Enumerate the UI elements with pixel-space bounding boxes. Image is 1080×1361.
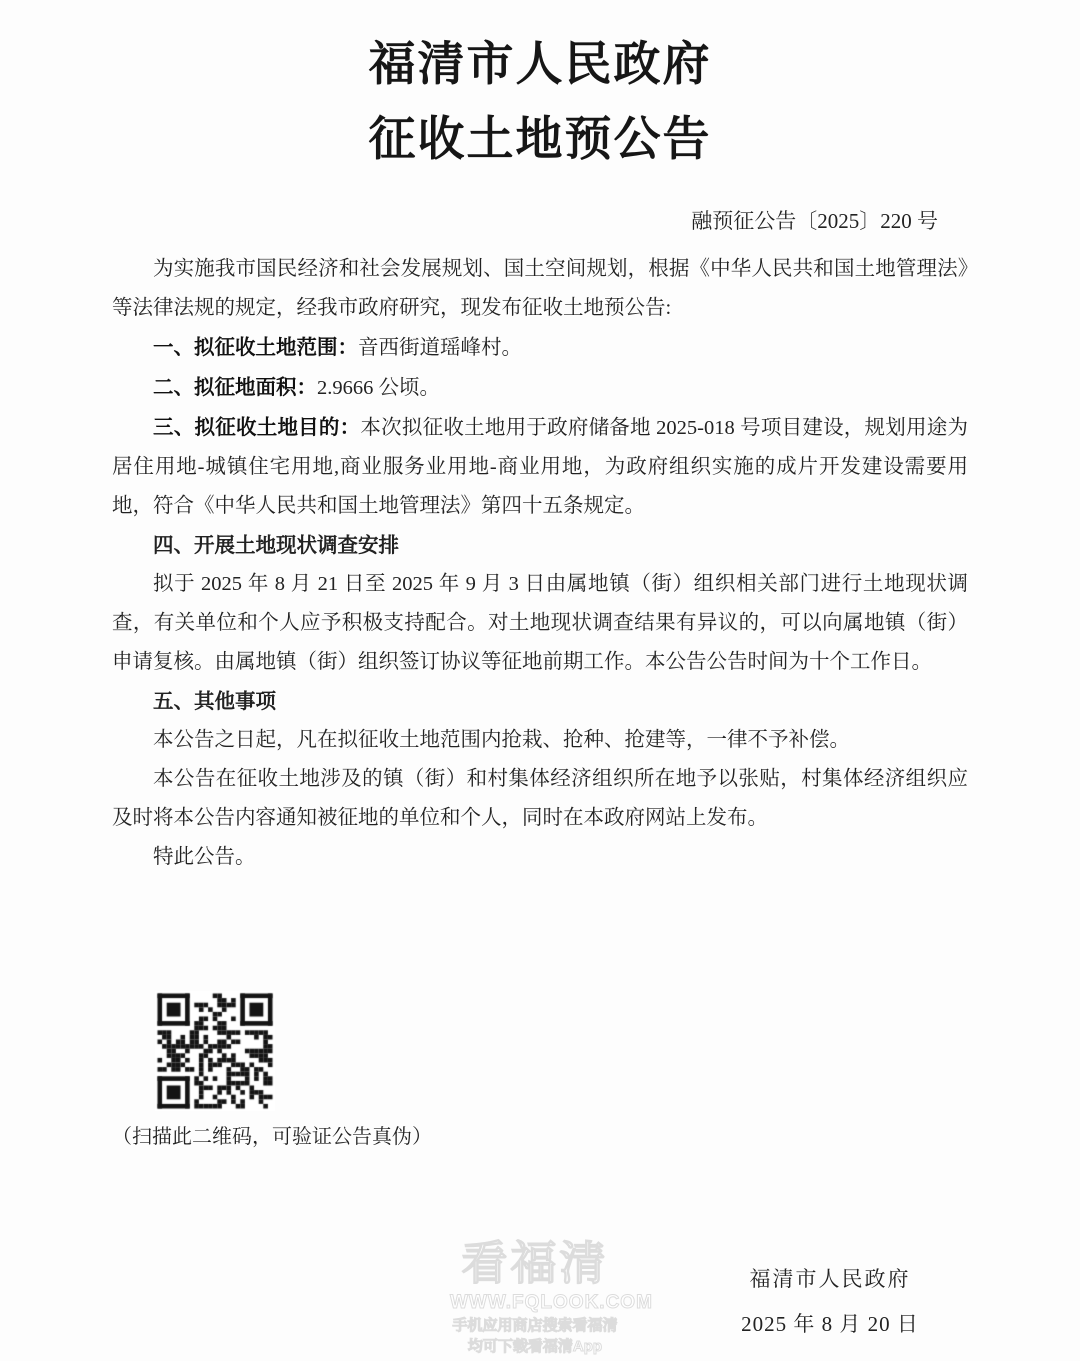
document-number: 融预征公告〔2025〕220 号	[691, 209, 938, 233]
section-2-label: 二、拟征地面积：	[153, 376, 317, 399]
watermark-line-2: 均可下载看福清App	[467, 1338, 603, 1355]
intro-paragraph: 为实施我市国民经济和社会发展规划、国土空间规划，根据《中华人民共和国土地管理法》等法律法规的规定，经我市政府研究，现发布征收土地预公告:	[112, 258, 968, 319]
section-3-label: 三、拟征收土地目的：	[153, 416, 361, 439]
signature-block	[735, 1266, 925, 1337]
qr-code-image	[155, 991, 275, 1111]
section-5-paragraph-2: 本公告在征收土地涉及的镇（街）和村集体经济组织所在地予以张贴，村集体经济组织应及时将本公告内容通知被征地的单位和个人，同时在本政府网站上发布。	[112, 768, 968, 829]
watermark-line-1: 手机应用商店搜索看福清	[452, 1317, 618, 1334]
signature-date: 2025 年 8 月 20 日	[741, 1312, 919, 1336]
section-4-heading: 四、开展土地现状调查安排	[153, 534, 399, 557]
section-1	[112, 328, 968, 368]
section-5-paragraph-1: 本公告之日起，凡在拟征收土地范围内抢栽、抢种、抢建等，一律不予补偿。	[153, 729, 850, 751]
title-line-2: 征收土地预公告	[368, 114, 712, 166]
qr-code	[155, 991, 275, 1111]
announcement-body	[112, 250, 968, 877]
section-3	[112, 408, 968, 526]
site-watermark	[450, 1237, 653, 1355]
closing-statement: 特此公告。	[153, 846, 256, 868]
section-4-text: 拟于 2025 年 8 月 21 日至 2025 年 9 月 3 日由属地镇（街）组织相关部门进行土地现状调查，有关单位和个人应予积极支持配合。对土地现状调查结果有异议的，可以向属地镇（街）申请复核。由属地镇（街）组织签订协议等征地前期工作。本公告公告时间为十个工作日。	[112, 573, 968, 673]
section-2	[112, 368, 968, 408]
page-title	[112, 0, 968, 178]
section-1-label: 一、拟征收土地范围：	[153, 336, 358, 359]
qr-caption: （扫描此二维码，可验证公告真伪）	[112, 1126, 432, 1148]
section-1-text: 音西街道瑶峰村。	[358, 337, 522, 359]
section-3-text: 本次拟征收土地用于政府储备地 2025-018 号项目建设，规划用途为居住用地-城镇住宅用地,商业服务业用地-商业用地，为政府组织实施的成片开发建设需要用地，符合《中华人民共和国土地管理法》第四十五条规定。	[112, 417, 969, 517]
watermark-brand: 看福清	[461, 1237, 609, 1289]
signature-issuer: 福清市人民政府	[749, 1267, 911, 1291]
watermark-url: WWW.FQLOOK.COM	[450, 1292, 653, 1313]
section-2-text: 2.9666 公顷。	[317, 377, 440, 399]
title-line-1: 福清市人民政府	[368, 39, 712, 91]
section-5-heading: 五、其他事项	[153, 690, 276, 713]
